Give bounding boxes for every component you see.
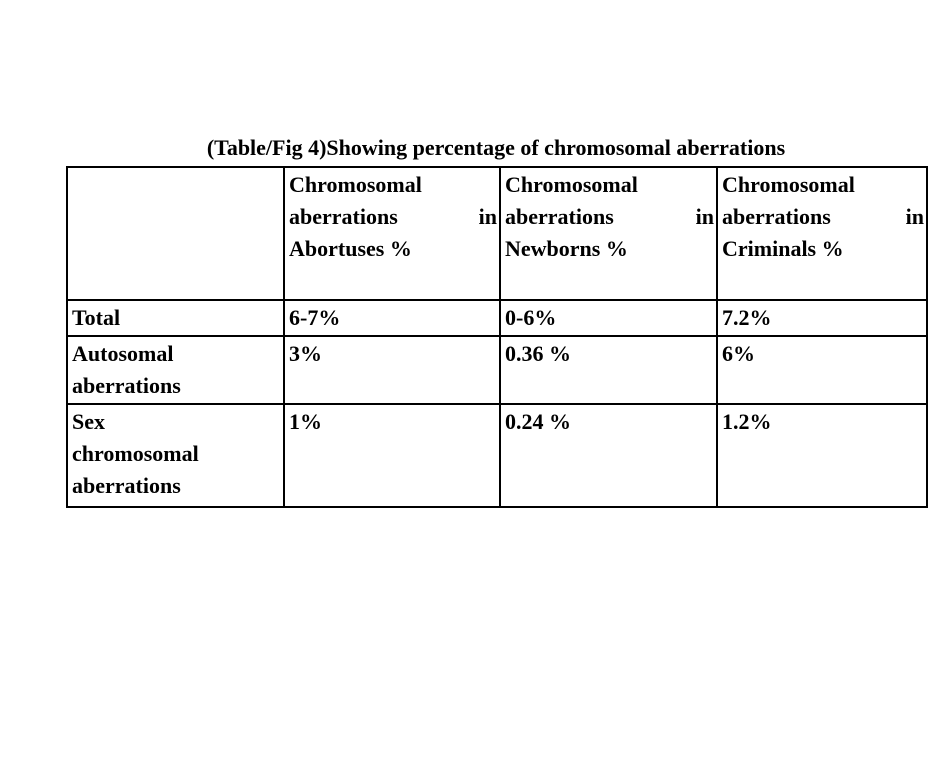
table-row-autosomal xyxy=(67,336,927,404)
header-line-justified xyxy=(505,201,714,233)
header-cell-newborns xyxy=(500,167,717,300)
cell-sex-criminals: 1.2% xyxy=(717,404,927,507)
cell-total-criminals: 7.2% xyxy=(717,300,927,336)
row-label-sex-chromosomal xyxy=(67,404,284,507)
row-label-line: aberrations xyxy=(72,373,181,398)
header-line-justified xyxy=(722,201,924,233)
header-line: Chromosomal xyxy=(722,172,855,197)
header-line: Criminals % xyxy=(722,236,844,261)
header-row xyxy=(67,167,927,300)
header-line: Chromosomal xyxy=(505,172,638,197)
header-word: in xyxy=(695,204,714,229)
header-line: Abortuses % xyxy=(289,236,412,261)
cell-autosomal-newborns: 0.36 % xyxy=(500,336,717,404)
cell-total-abortuses: 6-7% xyxy=(284,300,500,336)
cell-total-newborns: 0-6% xyxy=(500,300,717,336)
header-word: aberrations xyxy=(289,204,398,229)
table-row-sex-chromosomal xyxy=(67,404,927,507)
header-line: Chromosomal xyxy=(289,172,422,197)
cell-autosomal-abortuses: 3% xyxy=(284,336,500,404)
cell-sex-newborns: 0.24 % xyxy=(500,404,717,507)
row-label-line: aberrations xyxy=(72,473,181,498)
header-word: in xyxy=(478,204,497,229)
row-label-line: Total xyxy=(72,305,121,330)
header-word: in xyxy=(905,204,924,229)
header-cell-abortuses xyxy=(284,167,500,300)
cell-sex-abortuses: 1% xyxy=(284,404,500,507)
header-cell-criminals xyxy=(717,167,927,300)
header-word: aberrations xyxy=(505,204,614,229)
row-label-line: chromosomal xyxy=(72,441,199,466)
header-cell-blank xyxy=(67,167,284,300)
row-label-total xyxy=(67,300,284,336)
cell-autosomal-criminals: 6% xyxy=(717,336,927,404)
row-label-line: Autosomal xyxy=(72,341,174,366)
header-line: Newborns % xyxy=(505,236,628,261)
row-label-autosomal xyxy=(67,336,284,404)
header-word: aberrations xyxy=(722,204,831,229)
table-caption: (Table/Fig 4)Showing percentage of chromosomal aberrations xyxy=(206,135,786,160)
table-row-total xyxy=(67,300,927,336)
header-line-justified xyxy=(289,201,497,233)
row-label-line: Sex xyxy=(72,409,105,434)
chromosomal-aberrations-table xyxy=(66,166,928,508)
